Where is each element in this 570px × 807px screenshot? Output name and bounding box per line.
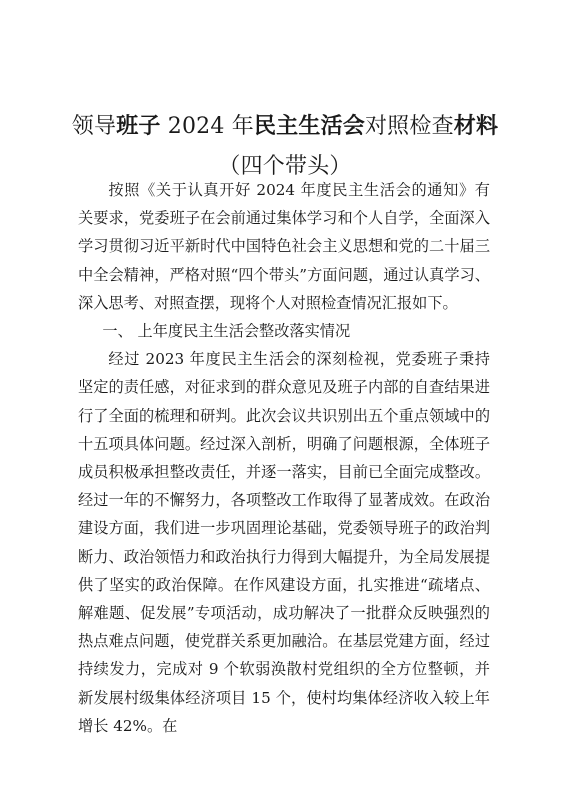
title-part: 对照检查: [364, 114, 454, 139]
intro-paragraph: 按照《关于认真开好 2024 年度民主生活会的通知》有关要求，党委班子在会前通过集体学习和个人自学，全面深入学习贯彻习近平新时代中国特色社会主义思想和党的二十届三中全会精神，严格对照“四个带头”方面问题，通过认真学习、深入思考、对照查摆，现将个人对照检查情况汇报如下。: [78, 181, 490, 312]
title-part: 领导: [71, 114, 117, 139]
section-heading: 一、 上年度民主生活会整改落实情况: [102, 322, 351, 341]
title-part: （四个带头）: [218, 154, 352, 179]
document-body: [78, 176, 490, 740]
title-part: 材料: [453, 113, 499, 139]
title-part: 班子: [116, 113, 161, 139]
document-title: [60, 106, 510, 187]
title-part: 2024 年: [160, 114, 254, 139]
title-part: 民主生活会: [253, 113, 365, 139]
body-paragraph: 经过 2023 年度民主生活会的深刻检视，党委班子秉持坚定的责任感，对征求到的群众意见及班子内部的自查结果进行了全面的梳理和研判。此次会议共识别出五个重点领域中的十五项具体问题。经过深入剖析，明确了问题根源，全体班子成员积极承担整改责任，并逐一落实，目前已全面完成整改。经过一年的不懈努力，各项整改工作取得了显著成效。在政治建设方面，我们进一步巩固理论基础，党委领导班子的政治判断力、政治领悟力和政治执行力得到大幅提升，为全局发展提供了坚实的政治保障。在作风建设方面，扎实推进“疏堵点、解难题、促发展”专项活动，成功解决了一批群众反映强烈的热点难点问题，使党群关系更加融洽。在基层党建方面，经过持续发力，完成对 9 个软弱涣散村党组织的全方位整顿，并新发展村级集体经济项目 15 个，使村均集体经济收入较上年增长 42%。在: [78, 350, 490, 735]
